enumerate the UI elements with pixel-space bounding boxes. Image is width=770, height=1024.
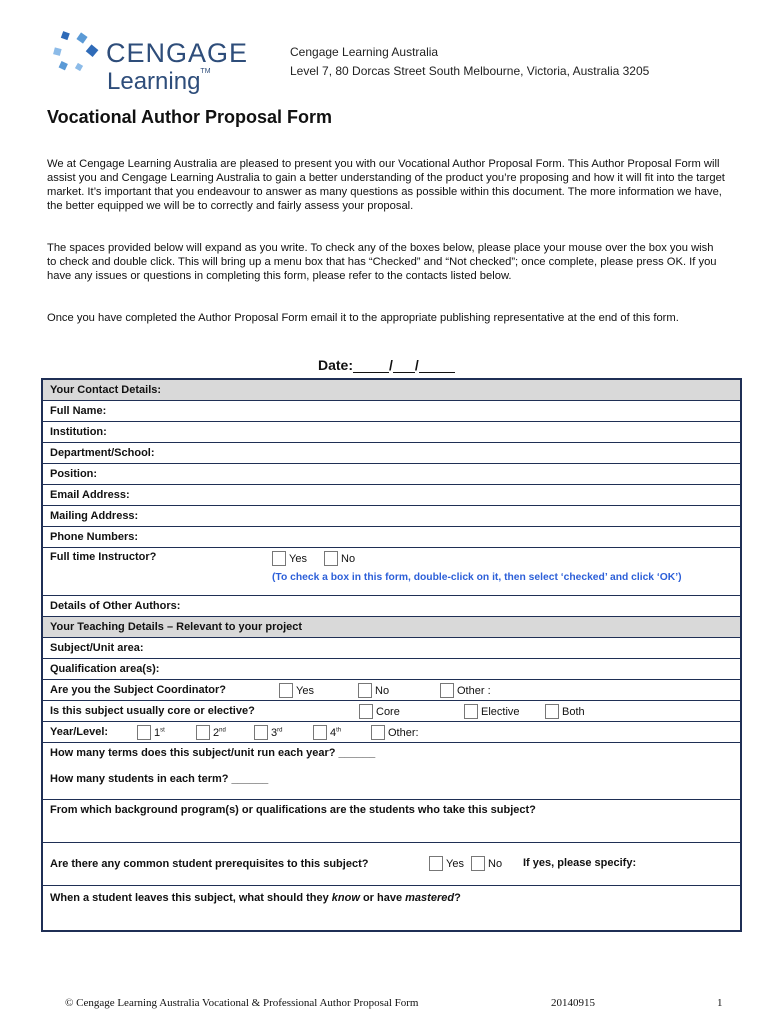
coordinator-yes-checkbox[interactable]: [279, 683, 293, 698]
date-field: [318, 357, 455, 373]
prereq-yes-checkbox[interactable]: [429, 856, 443, 871]
date-month-input[interactable]: [393, 359, 415, 373]
field-fulltime-instructor: [42, 548, 741, 596]
outcome-mastered: mastered: [405, 892, 455, 904]
year-1-checkbox[interactable]: [137, 725, 151, 740]
terms-question: How many terms does this subject/unit run each year? ______: [50, 747, 376, 759]
logo-brand: CENGAGE: [106, 38, 249, 68]
cengage-logo: [52, 28, 249, 95]
field-core-elective: [42, 701, 741, 722]
field-other-authors[interactable]: Details of Other Authors:: [42, 596, 741, 617]
address-line-2: Level 7, 80 Dorcas Street South Melbourne, Victoria, Australia 3205: [290, 64, 650, 78]
cengage-dots-icon: [52, 28, 100, 76]
field-prerequisites: [42, 843, 741, 886]
core-label: Core: [376, 705, 400, 718]
coordinator-yes-label: Yes: [296, 684, 314, 697]
field-phone[interactable]: Phone Numbers:: [42, 527, 741, 548]
year-4-label: 4th: [330, 726, 342, 739]
year-2-checkbox[interactable]: [196, 725, 210, 740]
date-sep-1: /: [389, 357, 393, 373]
prereq-no-checkbox[interactable]: [471, 856, 485, 871]
section-teaching-heading: Your Teaching Details – Relevant to your project: [42, 617, 741, 638]
intro-paragraph-1: We at Cengage Learning Australia are pleased to present you with our Vocational Author Proposal Form. This Author Proposal Form will assist you and Cengage Learning Australia to gain a better understanding of the product you’re proposing and how it will fit into the target market. It’s important that you endeavour to answer as many questions as possible within this document. The more information we have, the better equipped we will be to correctly and fairly assess your proposal.: [47, 158, 725, 212]
fulltime-yes-checkbox[interactable]: [272, 551, 286, 566]
field-learning-outcomes[interactable]: [42, 886, 741, 932]
fulltime-no-checkbox[interactable]: [324, 551, 338, 566]
outcome-text-a: When a student leaves this subject, what should they: [50, 892, 332, 904]
year-other-checkbox[interactable]: [371, 725, 385, 740]
checkbox-instruction-note: (To check a box in this form, double-click on it, then select ‘checked’ and click ‘OK’): [272, 572, 682, 583]
date-day-input[interactable]: [353, 359, 389, 373]
field-position[interactable]: Position:: [42, 464, 741, 485]
core-checkbox[interactable]: [359, 704, 373, 719]
field-full-name[interactable]: Full Name:: [42, 401, 741, 422]
prereq-specify-label: If yes, please specify:: [523, 857, 637, 869]
logo-sub: Learning™: [107, 68, 211, 95]
proposal-form-table: [41, 378, 742, 932]
both-label: Both: [562, 705, 585, 718]
field-subject-area[interactable]: Subject/Unit area:: [42, 638, 741, 659]
field-year-level: [42, 722, 741, 743]
page-title: Vocational Author Proposal Form: [47, 107, 333, 127]
year-level-label: Year/Level:: [50, 726, 109, 738]
field-subject-coordinator: [42, 680, 741, 701]
intro-paragraph-3: Once you have completed the Author Proposal Form email it to the appropriate publishing representative at the end of this form.: [47, 312, 679, 324]
fulltime-yes-label: Yes: [289, 552, 307, 565]
year-other-label: Other:: [388, 726, 419, 739]
both-checkbox[interactable]: [545, 704, 559, 719]
coordinator-label: Are you the Subject Coordinator?: [50, 684, 227, 696]
field-terms-students[interactable]: [42, 743, 741, 800]
outcome-text-b: or have: [359, 892, 406, 904]
year-3-label: 3rd: [271, 726, 283, 739]
year-1-label: 1st: [154, 726, 165, 739]
fulltime-no-label: No: [341, 552, 356, 565]
elective-label: Elective: [481, 705, 520, 718]
footer-copyright: © Cengage Learning Australia Vocational & Professional Author Proposal Form: [65, 997, 419, 1009]
field-qualification-area[interactable]: Qualification area(s):: [42, 659, 741, 680]
date-sep-2: /: [414, 357, 419, 373]
students-question: How many students in each term? ______: [50, 773, 269, 785]
address-line-1: Cengage Learning Australia: [290, 45, 439, 59]
footer-page-number: 1: [717, 997, 723, 1009]
coordinator-no-label: No: [375, 684, 390, 697]
field-mailing-address[interactable]: Mailing Address:: [42, 506, 741, 527]
outcome-know: know: [331, 892, 360, 904]
fulltime-label: Full time Instructor?: [50, 551, 157, 563]
prereq-yes-label: Yes: [446, 857, 464, 870]
section-contact-heading: Your Contact Details:: [42, 379, 741, 401]
field-department[interactable]: Department/School:: [42, 443, 741, 464]
prereq-label: Are there any common student prerequisites to this subject?: [50, 858, 369, 870]
footer-code: 20140915: [551, 997, 595, 1009]
intro-paragraph-2: The spaces provided below will expand as you write. To check any of the boxes below, please place your mouse over the box you wish to check and double click. This will bring up a menu box that has “Checked” and “Not checked”; once complete, please press OK. If you have any issues or questions in completing this form, please refer to the contacts listed below.: [47, 242, 717, 282]
year-4-checkbox[interactable]: [313, 725, 327, 740]
logo-tm: TM: [200, 68, 211, 75]
coordinator-other-label: Other :: [457, 684, 491, 697]
outcome-text-c: ?: [454, 892, 461, 904]
coordinator-other-checkbox[interactable]: [440, 683, 454, 698]
prereq-no-label: No: [488, 857, 503, 870]
date-year-input[interactable]: [419, 359, 455, 373]
elective-checkbox[interactable]: [464, 704, 478, 719]
field-email[interactable]: Email Address:: [42, 485, 741, 506]
date-label: Date:: [318, 357, 354, 373]
core-elective-label: Is this subject usually core or elective?: [50, 705, 255, 717]
year-2-label: 2nd: [213, 726, 226, 739]
field-background-programs[interactable]: From which background program(s) or qualifications are the students who take this subject?: [42, 800, 741, 843]
coordinator-no-checkbox[interactable]: [358, 683, 372, 698]
field-institution[interactable]: Institution:: [42, 422, 741, 443]
company-address: [290, 43, 649, 81]
year-3-checkbox[interactable]: [254, 725, 268, 740]
